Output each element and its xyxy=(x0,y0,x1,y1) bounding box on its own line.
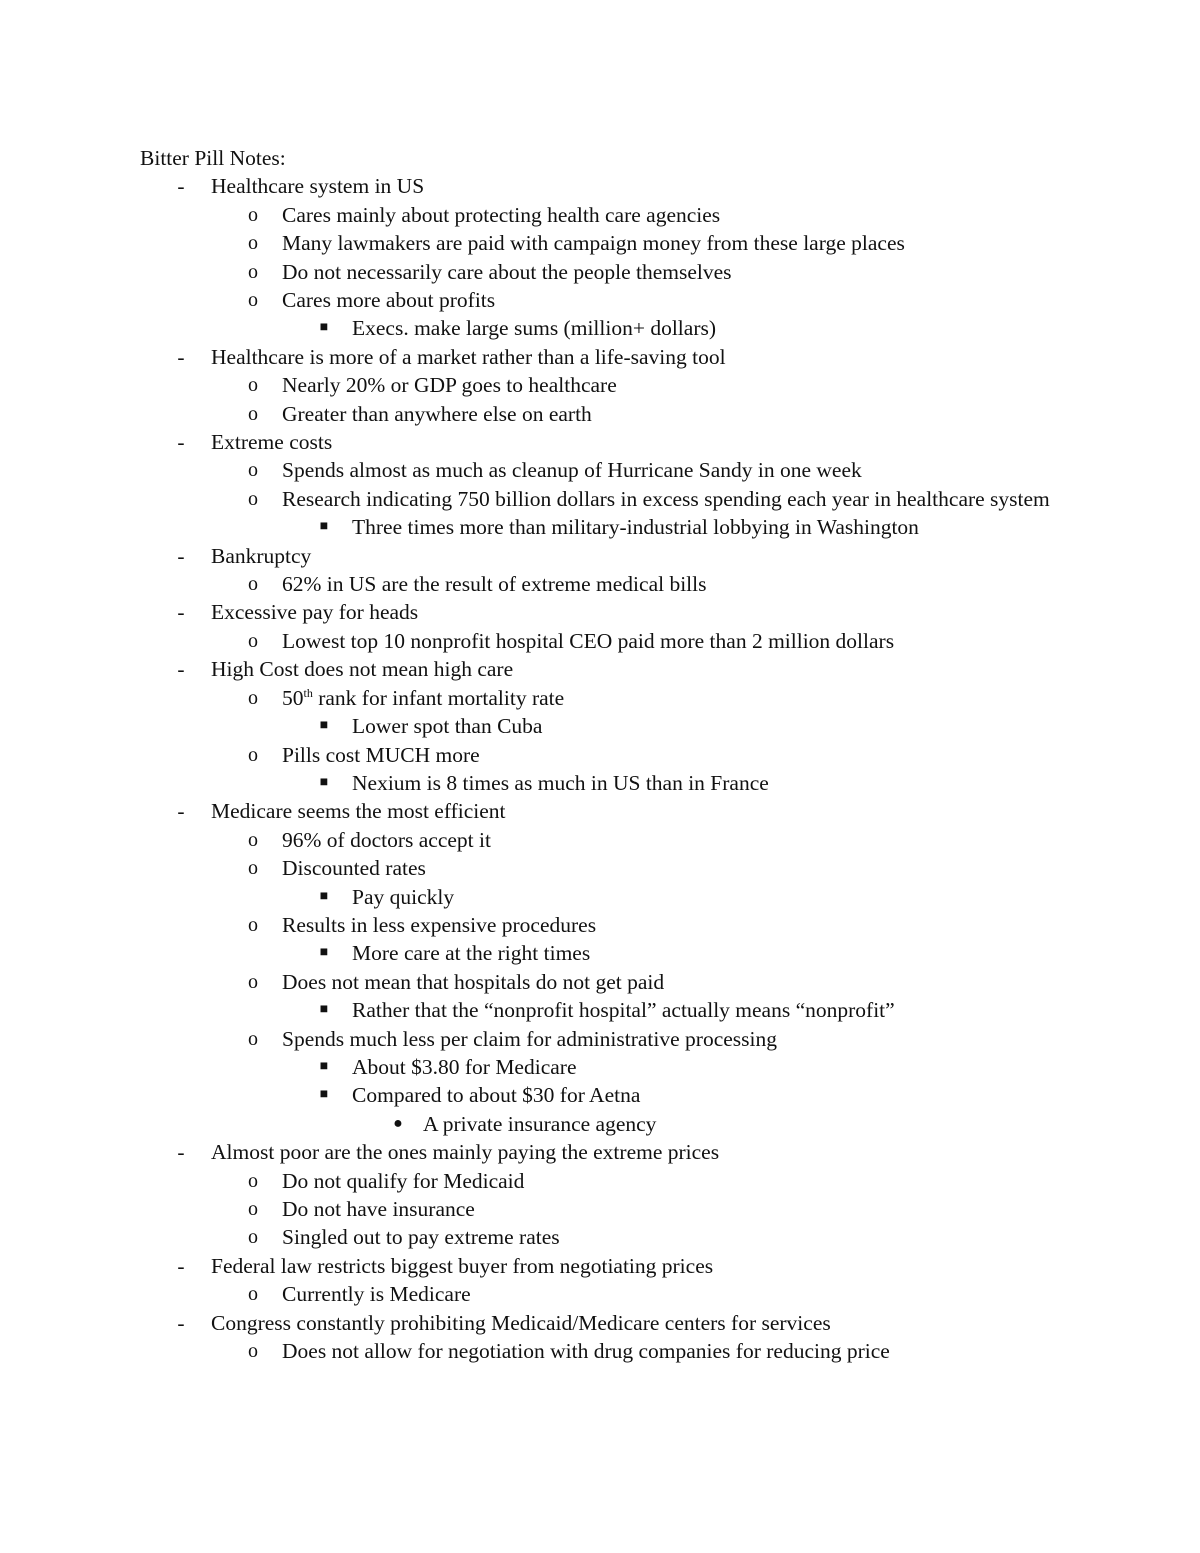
bullet-marker-icon: - xyxy=(177,1140,185,1165)
list-item-text: Results in less expensive procedures xyxy=(282,912,597,937)
list-item xyxy=(140,1252,1100,1280)
list-item-text: Singled out to pay extreme rates xyxy=(282,1225,560,1250)
list-item-text: Cares more about profits xyxy=(282,288,496,313)
list-item xyxy=(140,598,1100,626)
bullet-marker-icon: ■ xyxy=(319,945,329,961)
list-item xyxy=(140,883,1100,911)
list-item xyxy=(140,258,1100,286)
list-item-text: Congress constantly prohibiting Medicaid/Medicare centers for services xyxy=(211,1310,831,1335)
list-item xyxy=(140,797,1100,825)
bullet-marker-icon: - xyxy=(177,799,185,824)
list-item xyxy=(140,968,1100,996)
list-item xyxy=(140,371,1100,399)
list-item xyxy=(140,286,1100,314)
bullet-marker-icon: ■ xyxy=(319,1087,329,1103)
list-item xyxy=(140,1223,1100,1251)
list-item xyxy=(140,854,1100,882)
list-item-text: Extreme costs xyxy=(211,430,333,455)
list-item-text: Lowest top 10 nonprofit hospital CEO paid more than 2 million dollars xyxy=(282,628,895,653)
list-item-text: Compared to about $30 for Aetna xyxy=(352,1083,641,1108)
list-item-text: Healthcare is more of a market rather than a life-saving tool xyxy=(211,344,726,369)
bullet-marker-icon: o xyxy=(248,487,258,510)
bullet-marker-icon: o xyxy=(248,573,258,596)
list-item xyxy=(140,939,1100,967)
bullet-marker-icon: o xyxy=(248,629,258,652)
bullet-marker-icon: o xyxy=(248,232,258,255)
list-item xyxy=(140,201,1100,229)
list-item-text: Execs. make large sums (million+ dollars) xyxy=(352,316,717,341)
list-item-text: Discounted rates xyxy=(282,856,426,881)
list-item xyxy=(140,741,1100,769)
bullet-marker-icon: o xyxy=(248,1226,258,1249)
bullet-marker-icon: o xyxy=(248,857,258,880)
list-item-text: Cares mainly about protecting health care agencies xyxy=(282,202,721,227)
bullet-marker-icon: ■ xyxy=(319,1002,329,1018)
bullet-marker-icon: ■ xyxy=(319,888,329,904)
list-item-text: Excessive pay for heads xyxy=(211,600,419,625)
list-item xyxy=(140,1280,1100,1308)
list-item-text: Do not qualify for Medicaid xyxy=(282,1168,525,1193)
list-item-text: Does not allow for negotiation with drug companies for reducing price xyxy=(282,1339,890,1364)
bullet-marker-icon: o xyxy=(248,402,258,425)
list-item-text: Do not have insurance xyxy=(282,1197,475,1222)
list-item xyxy=(140,428,1100,456)
bullet-marker-icon: - xyxy=(177,1310,185,1335)
bullet-marker-icon: ■ xyxy=(319,519,329,535)
bullet-marker-icon: ● xyxy=(393,1114,403,1132)
document-page xyxy=(140,144,1100,1365)
list-item-text: Almost poor are the ones mainly paying the extreme prices xyxy=(211,1140,720,1165)
list-item xyxy=(140,826,1100,854)
list-item xyxy=(140,1053,1100,1081)
bullet-marker-icon: o xyxy=(248,970,258,993)
bullet-marker-icon: o xyxy=(248,913,258,936)
list-item-text-rest: rank for infant mortality rate xyxy=(312,685,565,710)
bullet-marker-icon: o xyxy=(248,374,258,397)
list-item xyxy=(140,655,1100,683)
list-item xyxy=(140,684,1100,712)
list-item xyxy=(140,712,1100,740)
list-item-text: Healthcare system in US xyxy=(211,174,425,199)
list-item xyxy=(140,769,1100,797)
list-item xyxy=(140,996,1100,1024)
list-item xyxy=(140,400,1100,428)
list-item-text: 96% of doctors accept it xyxy=(282,827,491,852)
bullet-marker-icon: ■ xyxy=(319,320,329,336)
list-item xyxy=(140,1167,1100,1195)
list-item-text: Do not necessarily care about the people themselves xyxy=(282,259,732,284)
list-item-text: Medicare seems the most efficient xyxy=(211,799,506,824)
list-item xyxy=(140,456,1100,484)
list-item xyxy=(140,1309,1100,1337)
list-item-text: Research indicating 750 billion dollars in excess spending each year in healthcare system xyxy=(282,486,1050,511)
list-item-text: Rather that the “nonprofit hospital” actually means “nonprofit” xyxy=(352,998,895,1023)
bullet-marker-icon: - xyxy=(177,600,185,625)
list-item xyxy=(140,1110,1100,1138)
list-item xyxy=(140,1337,1100,1365)
list-item-text: Does not mean that hospitals do not get paid xyxy=(282,969,665,994)
list-item-text: Currently is Medicare xyxy=(282,1282,471,1307)
list-item xyxy=(140,314,1100,342)
list-item xyxy=(140,570,1100,598)
bullet-marker-icon: - xyxy=(177,1253,185,1278)
list-item xyxy=(140,542,1100,570)
bullet-marker-icon: o xyxy=(248,1283,258,1306)
list-item-text: Nexium is 8 times as much in US than in France xyxy=(352,770,769,795)
list-item xyxy=(140,513,1100,541)
list-item-text: Many lawmakers are paid with campaign money from these large places xyxy=(282,231,905,256)
superscript: th xyxy=(303,685,313,700)
bullet-marker-icon: o xyxy=(248,1340,258,1363)
list-item-text: Spends almost as much as cleanup of Hurricane Sandy in one week xyxy=(282,458,862,483)
list-item xyxy=(140,627,1100,655)
bullet-marker-icon: o xyxy=(248,1198,258,1221)
list-item xyxy=(140,1138,1100,1166)
bullet-marker-icon: o xyxy=(248,459,258,482)
bullet-marker-icon: o xyxy=(248,743,258,766)
bullet-marker-icon: ■ xyxy=(319,718,329,734)
bullet-marker-icon: o xyxy=(248,203,258,226)
list-item-text: Pay quickly xyxy=(352,884,455,909)
bullet-marker-icon: - xyxy=(177,430,185,455)
bullet-marker-icon: o xyxy=(248,1027,258,1050)
list-item xyxy=(140,1025,1100,1053)
list-item-text: Bankruptcy xyxy=(211,543,312,568)
bullet-marker-icon: o xyxy=(248,828,258,851)
list-item xyxy=(140,1195,1100,1223)
list-item-text: Three times more than military-industrial lobbying in Washington xyxy=(352,515,919,540)
bullet-marker-icon: o xyxy=(248,1169,258,1192)
list-item-text: Lower spot than Cuba xyxy=(352,714,543,739)
list-item xyxy=(140,172,1100,200)
list-item-text: High Cost does not mean high care xyxy=(211,657,514,682)
list-item-text: 62% in US are the result of extreme medical bills xyxy=(282,572,707,597)
list-item-text: Spends much less per claim for administrative processing xyxy=(282,1026,777,1051)
list-item-text: About $3.80 for Medicare xyxy=(352,1054,577,1079)
list-item-text: Greater than anywhere else on earth xyxy=(282,401,592,426)
bullet-marker-icon: ■ xyxy=(319,1058,329,1074)
list-item-text xyxy=(282,684,1100,712)
list-item xyxy=(140,343,1100,371)
list-item-text: Nearly 20% or GDP goes to healthcare xyxy=(282,373,617,398)
list-item xyxy=(140,229,1100,257)
notes-list xyxy=(140,172,1100,1365)
page-title: Bitter Pill Notes: xyxy=(140,146,286,170)
list-item-text: A private insurance agency xyxy=(423,1111,657,1136)
bullet-marker-icon: o xyxy=(248,289,258,312)
bullet-marker-icon: ■ xyxy=(319,774,329,790)
list-item-text: Pills cost MUCH more xyxy=(282,742,480,767)
list-item xyxy=(140,1081,1100,1109)
bullet-marker-icon: o xyxy=(248,686,258,709)
bullet-marker-icon: - xyxy=(177,344,185,369)
bullet-marker-icon: o xyxy=(248,260,258,283)
list-item xyxy=(140,485,1100,513)
list-item-text: More care at the right times xyxy=(352,941,591,966)
bullet-marker-icon: - xyxy=(177,174,185,199)
list-item xyxy=(140,911,1100,939)
bullet-marker-icon: - xyxy=(177,543,185,568)
bullet-marker-icon: - xyxy=(177,657,185,682)
list-item-text-start: 50 xyxy=(282,685,304,710)
list-item-text: Federal law restricts biggest buyer from negotiating prices xyxy=(211,1253,714,1278)
